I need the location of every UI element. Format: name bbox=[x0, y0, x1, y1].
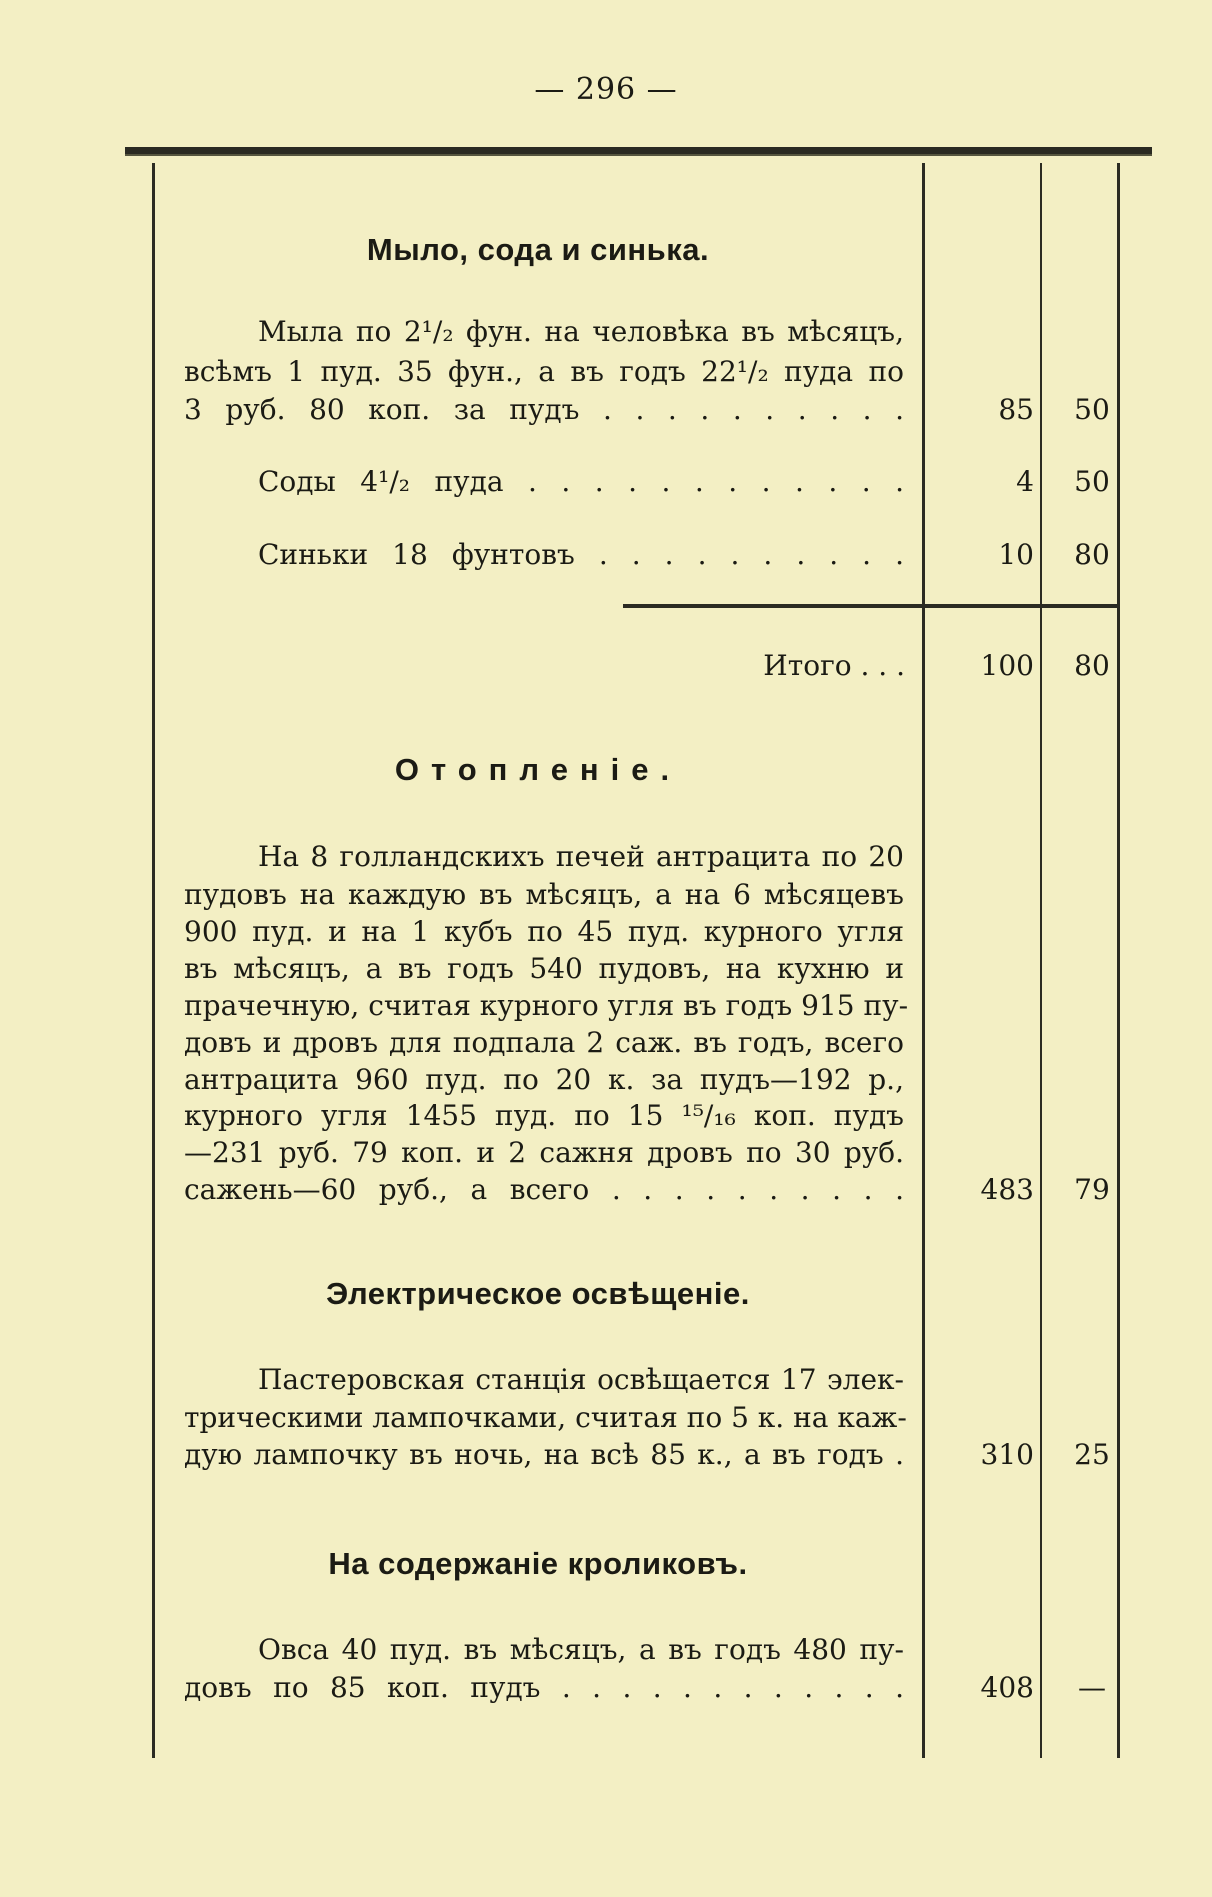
amount-kopecks: 25 bbox=[1074, 1438, 1110, 1471]
soap-item-line: всѣмъ 1 пуд. 35 фун., а въ годъ 22¹/₂ пуда по bbox=[184, 355, 904, 388]
electric-line: трическими лампочками, считая по 5 к. на каж- bbox=[184, 1401, 907, 1434]
amount-kopecks: 80 bbox=[1074, 538, 1110, 571]
rabbits-line: Овса 40 пуд. въ мѣсяцъ, а въ годъ 480 пу- bbox=[258, 1633, 904, 1666]
table-left-rule bbox=[152, 163, 155, 1758]
total-rubles: 100 bbox=[980, 649, 1034, 682]
heating-line: въ мѣсяцъ, а въ годъ 540 пудовъ, на кухню и bbox=[184, 952, 904, 985]
soda-item: Соды 4¹/₂ пуда . . . . . . . . . . . . bbox=[258, 465, 904, 498]
amount-kopecks: 50 bbox=[1074, 393, 1110, 426]
soap-item-line: Мыла по 2¹/₂ фун. на человѣка въ мѣсяцъ, bbox=[258, 315, 904, 348]
heating-line: сажень—60 руб., а всего . . . . . . . . . . bbox=[184, 1173, 904, 1206]
amount-kopecks: — bbox=[1078, 1671, 1106, 1704]
section-heading-rabbits: На содержаніе кроликовъ. bbox=[328, 1546, 748, 1581]
bluing-item: Синьки 18 фунтовъ . . . . . . . . . . bbox=[258, 538, 904, 571]
total-label: Итого . . . bbox=[763, 649, 905, 682]
amount-kopecks: 50 bbox=[1074, 465, 1110, 498]
heating-line: довъ и дровъ для подпала 2 саж. въ годъ, всего bbox=[184, 1026, 904, 1059]
rabbits-line: довъ по 85 коп. пудъ . . . . . . . . . . . . bbox=[184, 1671, 904, 1704]
heating-line: —231 руб. 79 коп. и 2 сажня дровъ по 30 руб. bbox=[184, 1136, 904, 1169]
total-kopecks: 80 bbox=[1074, 649, 1110, 682]
section-heading-electric: Электрическое освѣщеніе. bbox=[326, 1276, 750, 1311]
heating-line: пудовъ на каждую въ мѣсяцъ, а на 6 мѣсяцевъ bbox=[184, 878, 904, 911]
amount-rubles: 85 bbox=[998, 393, 1034, 426]
amount-rubles: 483 bbox=[980, 1173, 1034, 1206]
amount-rubles: 310 bbox=[980, 1438, 1034, 1471]
rub-column-rule bbox=[922, 163, 925, 1758]
amount-rubles: 4 bbox=[1016, 465, 1034, 498]
amount-rubles: 10 bbox=[998, 538, 1034, 571]
section-heading-soap: Мыло, сода и синька. bbox=[366, 232, 710, 267]
electric-line: дую лампочку въ ночь, на всѣ 85 к., а въ годъ . bbox=[184, 1438, 904, 1471]
amount-kopecks: 79 bbox=[1074, 1173, 1110, 1206]
soap-item-line: 3 руб. 80 коп. за пудъ . . . . . . . . . . bbox=[184, 393, 904, 426]
electric-line: Пастеровская станція освѣщается 17 элек- bbox=[258, 1363, 904, 1396]
amount-rubles: 408 bbox=[980, 1671, 1034, 1704]
page-number: — 296 — bbox=[534, 72, 678, 107]
subtotal-rule bbox=[623, 604, 1118, 608]
top-rule bbox=[125, 147, 1152, 156]
heating-line: На 8 голландскихъ печей антрацита по 20 bbox=[258, 840, 904, 873]
section-heading-heating: Отопленіе. bbox=[394, 752, 682, 787]
heating-line: 900 пуд. и на 1 кубъ по 45 пуд. курного угля bbox=[184, 915, 904, 948]
heating-line: прачечную, считая курного угля въ годъ 915 пу- bbox=[184, 989, 909, 1022]
heating-line: антрацита 960 пуд. по 20 к. за пудъ—192 р., bbox=[184, 1063, 904, 1096]
heating-line: курного угля 1455 пуд. по 15 ¹⁵/₁₆ коп. пудъ bbox=[184, 1099, 904, 1132]
